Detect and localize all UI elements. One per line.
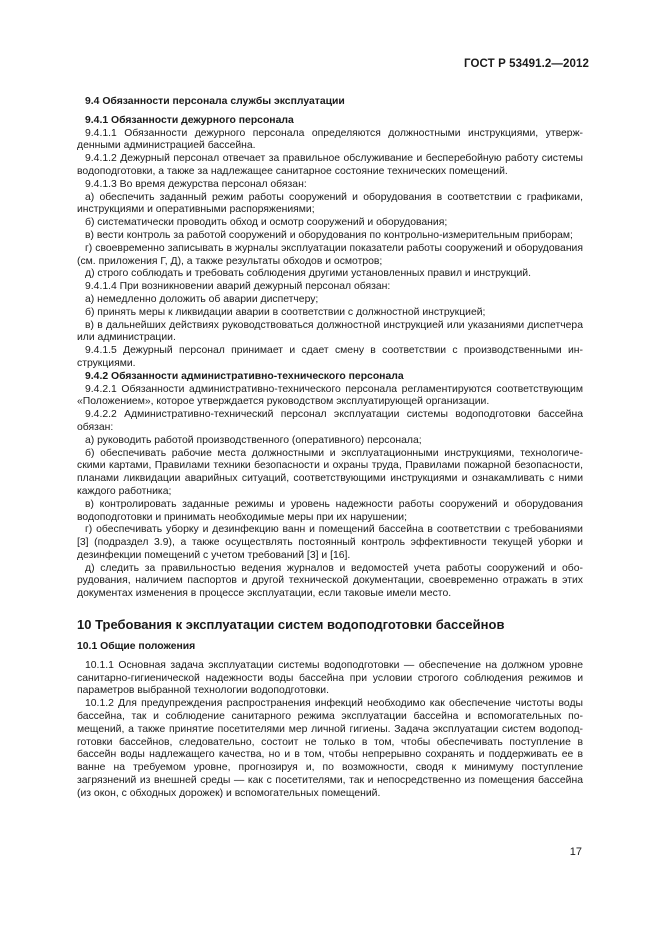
subsection-9-4-2-title: 9.4.2 Обязанности административно-технического персонала — [85, 370, 404, 382]
paragraph: 9.4.1.2 Дежурный персонал отвечает за правильное обслуживание и бесперебойную работу системы водоподготовки, а также за надлежащее санитарное состояние технических помещений. — [77, 153, 583, 177]
list-item: в) контролировать заданные режимы и уровень надежности работы сооружений и оборудования водоподготовки и принимать необходимые меры при их нарушении; — [77, 498, 583, 523]
section-10-title: 10 Требования к эксплуатации систем водоподготовки бассейнов — [77, 617, 505, 633]
list-item: б) принять меры к ликвидации аварии в соответствии с должностной инструкцией; — [85, 306, 486, 318]
list-item: а) обеспечить заданный режим работы сооружений и оборудования в соответствии с графиками, инструкциями и оперативными распоряжениями; — [77, 191, 583, 216]
list-item: д) строго соблюдать и требовать соблюдения другими установленных правил и инструкций. — [85, 268, 531, 280]
paragraph: 9.4.1.4 При возникновении аварий дежурный персонал обязан: — [85, 281, 391, 293]
page-content — [77, 96, 583, 801]
list-item: а) немедленно доложить об аварии диспетчеру; — [85, 293, 319, 305]
paragraph: 9.4.2.1 Обязанности административно-технического персонала регламентируются соответствующим «Положением», которое утверждается руководством эксплуатирующей организации. — [77, 383, 583, 408]
list-item: д) следить за правильностью ведения журналов и ведомостей учета работы сооружений и оборудования, наличием паспортов и другой технической документации, своевременно отражать в этих документах изменения в процессе эксплуатации, если таковые имели место. — [77, 562, 583, 600]
paragraph: 9.4.1.1 Обязанности дежурного персонала определяются должностными инструкциями, утвержденными администрацией бассейна. — [77, 127, 583, 152]
list-item: г) своевременно записывать в журналы эксплуатации показатели работы сооружений и оборудования (см. приложения Г, Д), а также результаты обходов и осмотров; — [77, 242, 583, 267]
list-item: г) обеспечивать уборку и дезинфекцию ванн и помещений бассейна в соответствии с требованиями [3] (подраздел 3.9), а также осуществлять постоянный контроль эффективности текущей уборки и дезинфекции помещений с учетом требований [3] и [16]. — [77, 524, 583, 561]
paragraph: 9.4.1.3 Во время дежурства персонал обязан: — [85, 178, 307, 190]
list-item: б) обеспечивать рабочие места должностными и эксплуатационными инструкциями, технологическими картами, Правилами техники безопасности и охраны труда, Правилами пожарной безопасности, планами ликвидации аварийных ситуаций, соответствующими инструкциями и ознакамливать с ними каждого работника; — [77, 447, 583, 497]
list-item: б) систематически проводить обход и осмотр сооружений и оборудования; — [85, 217, 448, 229]
list-item: в) в дальнейших действиях руководствоваться должностной инструкцией или указаниями диспетчера или администрации. — [77, 319, 583, 344]
paragraph: 9.4.1.5 Дежурный персонал принимает и сдает смену в соответствии с производственными инструкциями. — [77, 345, 583, 369]
subsection-10-1-title: 10.1 Общие положения — [77, 641, 196, 653]
list-item: а) руководить работой производственного (оперативного) персонала; — [85, 434, 422, 446]
section-9-4-title: 9.4 Обязанности персонала службы эксплуатации — [85, 96, 345, 107]
page-number: 17 — [569, 846, 582, 858]
paragraph: 9.4.2.2 Административно-технический персонал эксплуатации системы водоподготовки бассейна обязан: — [77, 409, 583, 433]
subsection-9-4-1-title: 9.4.1 Обязанности дежурного персонала — [85, 114, 294, 126]
paragraph: 10.1.1 Основная задача эксплуатации системы водоподготовки — обеспечение на должном уровне санитарно-гигиенической надежности воды бассейна при условии строгого соблюдения режимов и параметров выбранной технологии водоподготовки. — [77, 659, 583, 697]
paragraph: 10.1.2 Для предупреждения распространения инфекций необходимо как обеспечение чистоты воды бассейна, так и соблюдение санитарного режима эксплуатации бассейна и вспомогательных помещений, а также принятие посетителями мер личной гигиены. Задача эксплуатации систем водоподготовки бассейнов, следовательно, состоит не только в том, чтобы обеспечивать поступление в бассейн воды надлежащего качества, но и в том, чтобы непрерывно сохранять и поддерживать ее в ванне на требуемом уровне, прогнозируя и, по возможности, сводя к минимуму поступление загрязнений из внешней среды — как с посетителями, так и непосредственно из помещения бассейна (из окон, с обходных дорожек) и вспомогательных помещений. — [77, 698, 583, 799]
list-item: в) вести контроль за работой сооружений и оборудования по контрольно-измерительным приборам; — [85, 229, 573, 241]
document-code: ГОСТ Р 53491.2—2012 — [464, 58, 589, 70]
